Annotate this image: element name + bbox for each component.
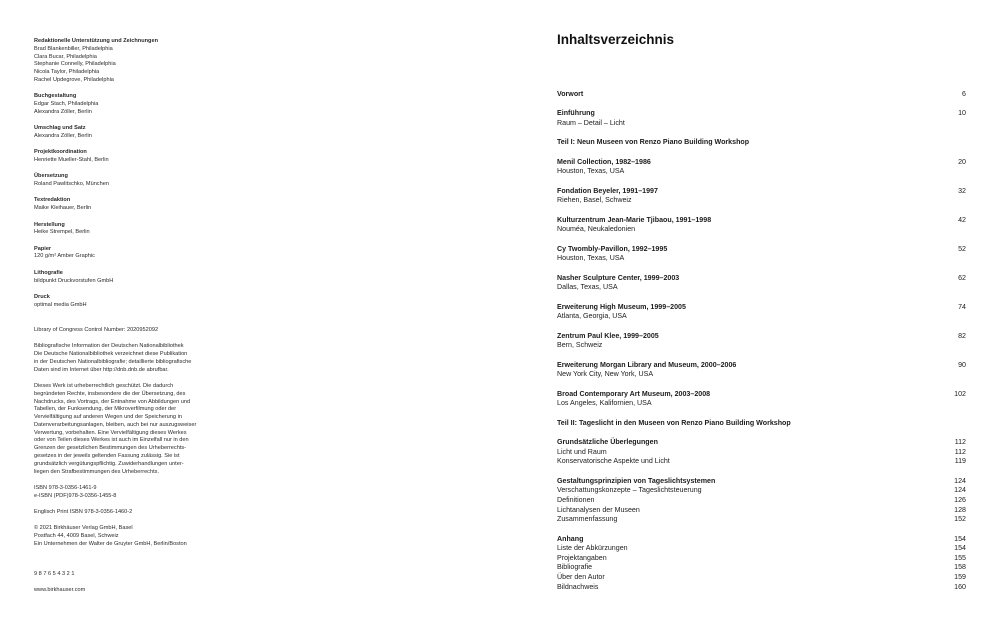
toc-entry-title: Menil Collection, 1982–1986	[557, 157, 651, 166]
imprint-credit-heading: Übersetzung	[34, 173, 68, 180]
toc-entry-title: Erweiterung Morgan Library and Museum, 2000–2006	[557, 360, 737, 369]
toc-entry-title: Anhang	[557, 534, 584, 543]
toc-entry-page: 124	[954, 476, 966, 485]
toc-entry	[557, 477, 966, 487]
toc-entry-title: Über den Autor	[557, 573, 605, 581]
toc-entry-page: 90	[958, 360, 966, 369]
imprint-paragraph-line: Library of Congress Control Number: 2020952092	[34, 326, 159, 333]
imprint-credit-line: Clara Bucar, Philadelphia	[34, 53, 97, 60]
toc-entry-title: Broad Contemporary Art Museum, 2003–2008	[557, 389, 711, 398]
toc-entry	[557, 544, 966, 554]
imprint-paragraph-line: 9 8 7 6 5 4 3 2 1	[34, 570, 75, 577]
toc-entry-title: Projektangaben	[557, 553, 607, 562]
imprint-column	[34, 38, 224, 603]
toc-page	[500, 0, 1000, 636]
toc-entry	[557, 419, 966, 429]
toc-entry-title: Liste der Abkürzungen	[557, 544, 628, 553]
imprint-credit-heading: Redaktionelle Unterstützung und Zeichnungen	[34, 38, 158, 44]
imprint-paragraph-line: Verwertung, vorbehalten. Eine Vervielfältigung dieses Werkes	[34, 429, 187, 436]
toc-entry	[557, 225, 966, 235]
toc-entry	[557, 457, 966, 467]
imprint-paragraph-line: Postfach 44, 4009 Basel, Schweiz	[34, 533, 119, 540]
toc-entry-title: Fondation Beyeler, 1991–1997	[557, 186, 658, 195]
toc-entry-page: 10	[958, 109, 966, 118]
imprint-credit-line: Maike Kleihauer, Berlin	[34, 205, 92, 212]
imprint-paragraph-line: grundsätzlich vergütungspflichtig. Zuwiderhandlungen unter-	[34, 460, 184, 467]
toc-entry-title: Lichtanalysen der Museen	[557, 505, 640, 514]
toc-entry	[557, 196, 966, 206]
toc-entry-title: Gestaltungsprinzipien von Tageslichtsystemen	[557, 476, 716, 485]
imprint-credit-line: Nicola Taylor, Philadelphia	[34, 69, 100, 76]
imprint-credit-heading: Umschlag und Satz	[34, 125, 86, 132]
toc-entry-page: 112	[954, 447, 966, 456]
toc-entry-page: 119	[954, 457, 966, 466]
imprint-credit	[34, 222, 224, 238]
imprint-credit-line: 120 g/m² Amber Graphic	[34, 253, 95, 260]
imprint-credit-line: Heike Strempel, Berlin	[34, 229, 90, 236]
toc-entry	[557, 312, 966, 322]
toc-entry-page: 32	[958, 186, 966, 195]
toc-entry-title: Grundsätzliche Überlegungen	[557, 438, 658, 447]
imprint-credit-heading: Lithografie	[34, 269, 63, 276]
toc-entry	[557, 390, 966, 400]
imprint-paragraph-line: Ein Unternehmen der Walter de Gruyter GmbH, Berlin/Boston	[34, 540, 187, 547]
imprint-paragraph-line: gesetzes in der jeweils geltenden Fassung zulässig. Sie ist	[34, 453, 180, 460]
toc-entry	[557, 438, 966, 448]
toc-entry-page: 102	[954, 389, 966, 398]
toc-entry-page: 160	[954, 582, 966, 591]
toc-entry	[557, 216, 966, 226]
toc-entry-page: 128	[954, 505, 966, 514]
toc-entry	[557, 399, 966, 409]
toc-entry-title: Teil II: Tageslicht in den Museen von Renzo Piano Building Workshop	[557, 418, 791, 427]
toc-entry-title: Konservatorische Aspekte und Licht	[557, 457, 670, 466]
toc-entry-page: 124	[954, 486, 966, 495]
imprint-paragraph-line: Die Deutsche Nationalbibliothek verzeichnet diese Publikation	[34, 351, 188, 358]
toc-entry	[557, 254, 966, 264]
imprint-credit	[34, 246, 224, 262]
imprint-paragraph	[34, 571, 224, 579]
toc-entry-page: 20	[958, 157, 966, 166]
toc-entry-page: 126	[954, 496, 966, 504]
toc-entry-title: Definitionen	[557, 496, 595, 504]
imprint-credit-line: Roland Pawlitschko, München	[34, 181, 109, 188]
toc-entry-title: Cy Twombly-Pavillon, 1992–1995	[557, 244, 668, 253]
imprint-credit-line: Brad Blankenbiller, Philadelphia	[34, 45, 113, 52]
toc-entry-title: Raum – Detail – Licht	[557, 119, 625, 127]
imprint-paragraph-line: Grenzen der gesetzlichen Bestimmungen des Urheberrechts-	[34, 445, 187, 452]
toc-entry-title: Bern, Schweiz	[557, 341, 603, 350]
imprint-credit	[34, 125, 224, 141]
toc-entry-page: 74	[958, 302, 966, 311]
toc-entry	[557, 563, 966, 573]
toc-entry	[557, 573, 966, 583]
toc-entry-title: Zentrum Paul Klee, 1999–2005	[557, 331, 659, 340]
toc-entry-title: Atlanta, Georgia, USA	[557, 312, 627, 321]
toc-entry-page: 154	[954, 534, 966, 543]
imprint-paragraph-line: Bibliografische Information der Deutschen Nationalbibliothek	[34, 343, 184, 350]
toc-entry	[557, 515, 966, 525]
imprint-paragraph-line: begründeten Rechte, insbesondere die der Übersetzung, des	[34, 390, 186, 397]
imprint-paragraph	[34, 327, 224, 335]
toc-entry-title: Houston, Texas, USA	[557, 254, 625, 263]
toc-entry	[557, 341, 966, 351]
toc-entry	[557, 506, 966, 516]
imprint-paragraph-line: Nachdrucks, des Vortrags, der Entnahme von Abbildungen und	[34, 398, 191, 405]
toc-entry	[557, 554, 966, 564]
toc-entry	[557, 138, 966, 148]
toc-entry-page: 152	[954, 515, 966, 524]
imprint-paragraph-line: e-ISBN (PDF)978-3-0356-1455-8	[34, 492, 117, 499]
toc-entry	[557, 370, 966, 380]
toc-entry	[557, 303, 966, 313]
imprint-credit-line: Alexandra Zöller, Berlin	[34, 108, 92, 115]
toc-entry-title: Vorwort	[557, 90, 584, 98]
toc-entry-page: 154	[954, 544, 966, 553]
toc-entry	[557, 158, 966, 168]
imprint-credit-heading: Papier	[34, 245, 52, 252]
imprint-paragraph-line: liegen den Strafbestimmungen des Urheberrechts.	[34, 468, 159, 475]
imprint-credit-line: bildpunkt Druckvorstufen GmbH	[34, 277, 114, 284]
imprint-credit-heading: Projektkoordination	[34, 149, 87, 156]
imprint-paragraph	[34, 587, 224, 595]
toc-entry-title: Zusammenfassung	[557, 515, 618, 524]
toc-entry	[557, 496, 966, 506]
imprint-paragraph	[34, 383, 224, 477]
toc-entry-title: Nasher Sculpture Center, 1999–2003	[557, 273, 680, 282]
toc-entry	[557, 90, 966, 100]
imprint-paragraph-line: in der Deutschen Nationalbibliografie; detaillierte bibliografische	[34, 358, 192, 365]
toc-entry-page: 42	[958, 215, 966, 224]
toc-title: Inhaltsverzeichnis	[557, 32, 675, 47]
imprint-paragraph	[34, 525, 224, 548]
toc-entry-page: 62	[958, 273, 966, 282]
toc-entry-title: Verschattungskonzepte – Tageslichtsteuerung	[557, 486, 702, 495]
toc-entry	[557, 187, 966, 197]
toc-entry	[557, 448, 966, 458]
toc-entry-title: Houston, Texas, USA	[557, 167, 625, 176]
toc-entry-title: Riehen, Basel, Schweiz	[557, 196, 632, 205]
imprint-paragraph	[34, 509, 224, 517]
toc-entry-title: Erweiterung High Museum, 1999–2005	[557, 302, 686, 311]
imprint-credit	[34, 93, 224, 116]
toc-entry-title: Dallas, Texas, USA	[557, 283, 618, 292]
imprint-credit-line: Stephanie Connelly, Philadelphia	[34, 61, 116, 68]
imprint-paragraph-line: Vervielfältigung auf anderen Wegen und der Speicherung in	[34, 414, 182, 421]
imprint-credit	[34, 270, 224, 286]
toc-entry	[557, 332, 966, 342]
imprint-credit-line: Rachel Updegrove, Philadelphia	[34, 76, 114, 83]
toc-entry	[557, 283, 966, 293]
toc-entry-page: 158	[954, 563, 966, 572]
imprint-credit-heading: Herstellung	[34, 221, 65, 228]
imprint-credit	[34, 173, 224, 189]
imprint-credit	[34, 294, 224, 310]
toc-entry-title: Los Angeles, Kalifornien, USA	[557, 399, 652, 408]
imprint-paragraph-line: ISBN 978-3-0356-1461-9	[34, 484, 97, 491]
toc-entry	[557, 361, 966, 371]
toc-entry	[557, 119, 966, 129]
toc-entry-title: Einführung	[557, 109, 595, 118]
imprint-paragraph-line: Englisch Print ISBN 978-3-0356-1460-2	[34, 509, 133, 516]
toc-entry	[557, 109, 966, 119]
toc-entry	[557, 535, 966, 545]
imprint-paragraph-line: www.birkhauser.com	[34, 587, 86, 594]
toc-entry-title: New York City, New York, USA	[557, 370, 654, 379]
toc-entry	[557, 245, 966, 255]
toc-entry-page: 6	[962, 90, 966, 98]
imprint-paragraph-line: © 2021 Birkhäuser Verlag GmbH, Basel	[34, 525, 133, 532]
imprint-credit-line: Alexandra Zöller, Berlin	[34, 132, 92, 139]
toc-entry	[557, 167, 966, 177]
toc-entry-page: 155	[954, 553, 966, 562]
toc-entry-title: Bildnachweis	[557, 582, 599, 591]
imprint-credit-line: Edgar Stach, Philadelphia	[34, 101, 99, 108]
toc-entry-title: Bibliografie	[557, 563, 593, 572]
toc-entry-page: 159	[954, 573, 966, 581]
toc-entry	[557, 486, 966, 496]
toc-entry-page: 82	[958, 331, 966, 340]
imprint-credit-line: Henriette Mueller-Stahl, Berlin	[34, 157, 109, 164]
imprint-paragraph-line: Dieses Werk ist urheberrechtlich geschützt. Die dadurch	[34, 382, 174, 389]
imprint-credit-heading: Buchgestaltung	[34, 93, 77, 100]
toc-entry-page: 112	[954, 438, 966, 447]
imprint-paragraph	[34, 343, 224, 374]
imprint-credit-line: optimal media GmbH	[34, 301, 87, 308]
imprint-credit	[34, 38, 224, 85]
toc-entry-title: Teil I: Neun Museen von Renzo Piano Building Workshop	[557, 138, 750, 147]
imprint-credit-heading: Druck	[34, 293, 50, 300]
imprint-credit-heading: Textredaktion	[34, 197, 71, 204]
toc-entry-title: Licht und Raum	[557, 447, 607, 456]
toc-entry-page: 52	[958, 244, 966, 253]
toc-entry	[557, 583, 966, 593]
toc-entry-title: Nouméa, Neukaledonien	[557, 225, 636, 234]
imprint-credit	[34, 149, 224, 165]
imprint-paragraph-line: Daten sind im Internet über http://dnb.dnb.de abrufbar.	[34, 366, 169, 373]
imprint-paragraph-line: Tabellen, der Funksendung, der Mikroverfilmung oder der	[34, 406, 177, 413]
imprint-paragraph-line: oder von Teilen dieses Werkes ist auch im Einzelfall nur in den	[34, 437, 189, 444]
imprint-credit	[34, 197, 224, 213]
imprint-paragraph	[34, 485, 224, 501]
imprint-paragraph-line: Datenverarbeitungsanlagen, bleiben, auch bei nur auszugsweiser	[34, 421, 197, 428]
toc-entry-title: Kulturzentrum Jean-Marie Tjibaou, 1991–1998	[557, 215, 712, 224]
toc-entry	[557, 274, 966, 284]
